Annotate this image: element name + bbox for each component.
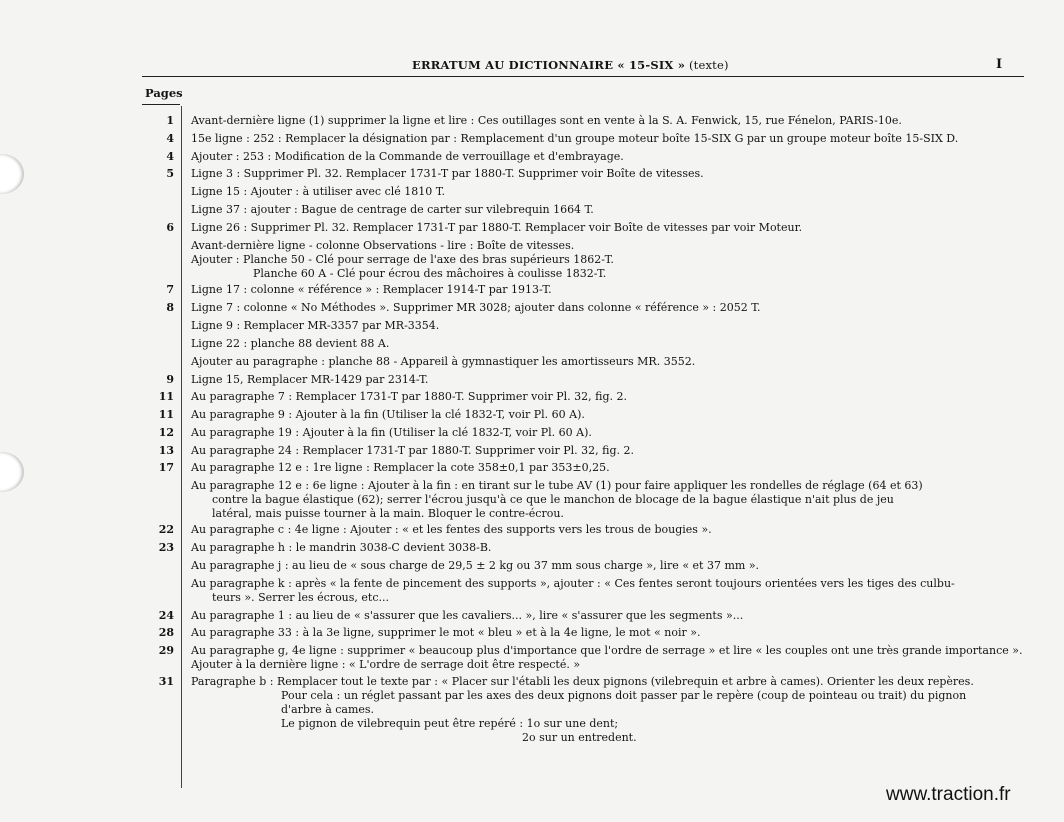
entry-line: Ligne 26 : Supprimer Pl. 32. Remplacer 1731-T par 1880-T. Remplacer voir Boîte de vitesses par voir Moteur. [191,221,803,234]
entry-text [191,444,1003,458]
entry-page-number: 11 [158,390,174,403]
entry-line: teurs ». Serrer les écrous, etc... [212,591,389,604]
entry-line: Au paragraphe j : au lieu de « sous charge de 29,5 ± 2 kg ou 37 mm sous charge », lire « et 37 mm ». [191,559,760,572]
entry-text [191,132,1003,146]
entry-line: Au paragraphe g, 4e ligne : supprimer « beaucoup plus d'importance que l'ordre de serrage » et lire « les couples ont une très grande importance ». [191,644,1023,657]
entry-line: Ligne 17 : colonne « référence » : Remplacer 1914-T par 1913-T. [191,283,552,296]
entry-text [191,203,1003,217]
entry-line: Pour cela : un réglet passant par les axes des deux pignons doit passer par le repère (coup de pointeau ou trait) du pignon [281,689,967,702]
entry-text [191,319,1003,333]
entry-page-number: 23 [158,541,174,554]
entry-line: Ligne 15, Remplacer MR-1429 par 2314-T. [191,373,429,386]
entry-line: latéral, mais puisse tourner à la main. Bloquer le contre-écrou. [212,507,564,520]
entry-line: 15e ligne : 252 : Remplacer la désignation par : Remplacement d'un groupe moteur boîte 15-SIX G par un groupe moteur boîte 15-SIX D. [191,132,959,145]
entry-text [191,675,1003,745]
entry-text [191,644,1023,672]
entry-line: Au paragraphe 19 : Ajouter à la fin (Utiliser la clé 1832-T, voir Pl. 60 A). [191,426,592,439]
entry-page-number: 5 [166,167,174,180]
entry-line: Au paragraphe h : le mandrin 3038-C devient 3038-B. [191,541,492,554]
entry-text [191,559,1003,573]
entry-page-number: 13 [158,444,174,457]
entry-line: Au paragraphe k : après « la fente de pincement des supports », ajouter : « Ces fentes seront toujours orientées vers les tiges des culbu- [191,577,955,590]
entry-text [191,150,1003,164]
entry-line: Paragraphe b : Remplacer tout le texte par : « Placer sur l'établi les deux pignons (vilebrequin et arbre à cames). Orienter les deux repères. [191,675,974,688]
entry-line: Au paragraphe 12 e : 1re ligne : Remplacer la cote 358±0,1 par 353±0,25. [191,461,610,474]
entry-text [191,408,1003,422]
entry-page-number: 12 [158,426,174,439]
entry-text [191,239,1003,281]
entry-page-number: 9 [166,373,174,386]
entry-line: Au paragraphe 9 : Ajouter à la fin (Utiliser la clé 1832-T, voir Pl. 60 A). [191,408,585,421]
entry-line: Avant-dernière ligne (1) supprimer la ligne et lire : Ces outillages sont en vente à la S. A. Fenwick, 15, rue Fénelon, PARIS-10e. [191,114,902,127]
entry-line: 2o sur un entredent. [522,731,637,744]
binder-hole [0,154,24,194]
entry-line: Au paragraphe 33 : à la 3e ligne, supprimer le mot « bleu » et à la 4e ligne, le mot « noir ». [191,626,701,639]
entry-line: Planche 60 A - Clé pour écrou des mâchoires à coulisse 1832-T. [253,267,607,280]
entry-line: d'arbre à cames. [281,703,375,716]
entry-line: Au paragraphe 24 : Remplacer 1731-T par 1880-T. Supprimer voir Pl. 32, fig. 2. [191,444,634,457]
pages-column-header: Pages [145,86,183,100]
document-title [412,58,729,72]
column-divider [181,106,182,788]
entry-text [191,577,1003,605]
entry-text [191,626,1003,640]
entry-line: Ligne 9 : Remplacer MR-3357 par MR-3354. [191,319,440,332]
entry-line: Au paragraphe 7 : Remplacer 1731-T par 1880-T. Supprimer voir Pl. 32, fig. 2. [191,390,627,403]
entry-line: Ajouter à la dernière ligne : « L'ordre de serrage doit être respecté. » [191,658,581,671]
entry-page-number: 11 [158,408,174,421]
entry-text [191,337,1003,351]
watermark-url: www.traction.fr [886,784,1011,805]
entry-text [191,283,1003,297]
entry-text [191,221,1003,235]
entry-text [191,426,1003,440]
header-rule [142,76,1024,77]
entry-line: Ligne 7 : colonne « No Méthodes ». Supprimer MR 3028; ajouter dans colonne « référence » : 2052 T. [191,301,761,314]
entry-line: Ligne 15 : Ajouter : à utiliser avec clé 1810 T. [191,185,445,198]
entry-text [191,301,1003,315]
entry-text [191,167,1003,181]
entry-line: Ajouter : Planche 50 - Clé pour serrage de l'axe des bras supérieurs 1862-T. [191,253,614,266]
entry-text [191,541,1003,555]
entry-page-number: 4 [166,150,174,163]
entry-page-number: 29 [158,644,174,657]
entry-page-number: 1 [166,114,174,127]
binder-hole [0,452,24,492]
entry-line: Au paragraphe 1 : au lieu de « s'assurer que les cavaliers... », lire « s'assurer que les segments »... [191,609,744,622]
entry-page-number: 6 [166,221,174,234]
page-number: I [996,57,1003,72]
entry-line: Ajouter au paragraphe : planche 88 - Appareil à gymnastiquer les amortisseurs MR. 3552. [191,355,696,368]
entry-text [191,114,1003,128]
entry-line: Au paragraphe c : 4e ligne : Ajouter : « et les fentes des supports vers les trous de bougies ». [191,523,712,536]
pages-underline [142,104,180,105]
entry-text [191,479,1003,521]
entry-page-number: 17 [158,461,174,474]
entry-line: Ligne 3 : Supprimer Pl. 32. Remplacer 1731-T par 1880-T. Supprimer voir Boîte de vitesses. [191,167,704,180]
entry-text [191,373,1003,387]
entry-page-number: 24 [158,609,174,622]
entry-text [191,461,1003,475]
entry-text [191,609,1003,623]
entry-line: Au paragraphe 12 e : 6e ligne : Ajouter à la fin : en tirant sur le tube AV (1) pour faire appliquer les rondelles de réglage (64 et 63) [191,479,923,492]
entry-page-number: 7 [166,283,174,296]
title-bold: ERRATUM AU DICTIONNAIRE « 15-SIX » [412,58,686,72]
entry-text [191,185,1003,199]
entry-text [191,390,1003,404]
entry-line: Ajouter : 253 : Modification de la Commande de verrouillage et d'embrayage. [191,150,624,163]
entry-text [191,355,1003,369]
entry-line: Ligne 22 : planche 88 devient 88 A. [191,337,390,350]
entry-page-number: 28 [158,626,174,639]
entry-page-number: 4 [166,132,174,145]
entry-line: contre la bague élastique (62); serrer l'écrou jusqu'à ce que le manchon de blocage de la bague élastique n'ait plus de jeu [212,493,894,506]
entry-page-number: 8 [166,301,174,314]
entry-line: Avant-dernière ligne - colonne Observations - lire : Boîte de vitesses. [191,239,575,252]
entry-page-number: 22 [158,523,174,536]
title-normal: (texte) [688,58,729,72]
entry-line: Ligne 37 : ajouter : Bague de centrage de carter sur vilebrequin 1664 T. [191,203,594,216]
entry-text [191,523,1003,537]
entry-line: Le pignon de vilebrequin peut être repéré : 1o sur une dent; [281,717,619,730]
entry-page-number: 31 [158,675,174,688]
